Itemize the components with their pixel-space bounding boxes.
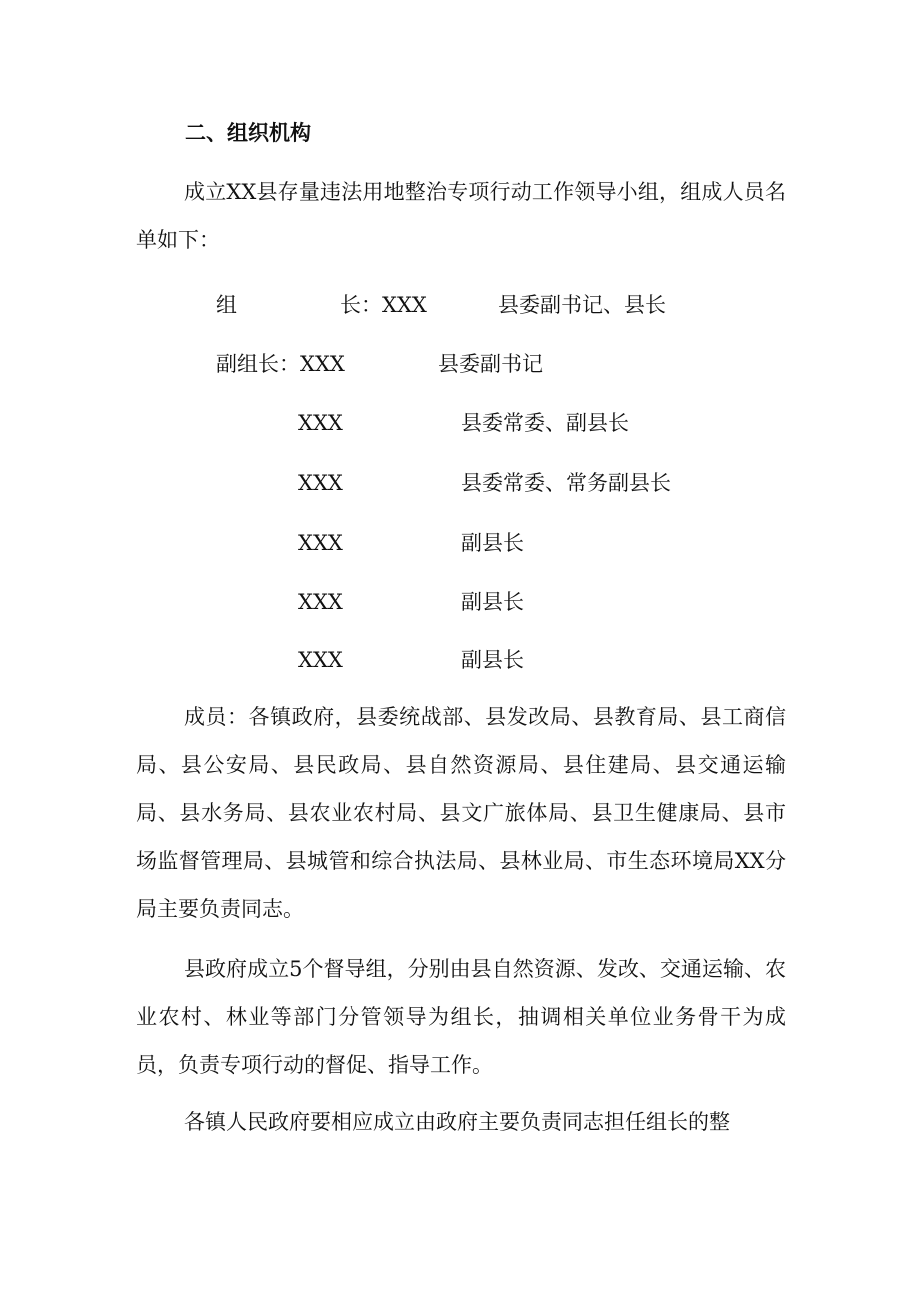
intro-paragraph: 成立XX县存量违法用地整治专项行动工作领导小组，组成人员名单如下：	[136, 180, 786, 252]
section-heading: 二、组织机构	[185, 121, 311, 145]
deputy-position: 副县长	[461, 590, 524, 614]
deputy-label: 副组长：XXX	[216, 352, 345, 376]
deputy-name: XXX	[298, 648, 343, 672]
leader-title: 县委副书记、县长	[498, 293, 666, 317]
deputy-name: XXX	[298, 531, 343, 555]
deputy-name: XXX	[298, 411, 343, 435]
supervision-paragraph: 县政府成立5个督导组，分别由县自然资源、发改、交通运输、农业农村、林业等部门分管领导为组长，抽调相关单位业务骨干为成员，负责专项行动的督促、指导工作。	[136, 957, 786, 1077]
deputy-name: XXX	[298, 471, 343, 495]
leader-label-part2: 长：XXX	[340, 293, 427, 317]
deputy-position: 县委常委、副县长	[461, 411, 629, 435]
deputy-position: 副县长	[461, 531, 524, 555]
deputy-title: 县委副书记	[438, 352, 543, 376]
members-paragraph: 成员：各镇政府，县委统战部、县发改局、县教育局、县工商信局、县公安局、县民政局、县自然资源局、县住建局、县交通运输局、县水务局、县农业农村局、县文广旅体局、县卫生健康局、县市场监督管理局、县城管和综合执法局、县林业局、市生态环境局XX分局主要负责同志。	[136, 705, 786, 921]
deputy-position: 县委常委、常务副县长	[461, 471, 671, 495]
towns-paragraph: 各镇人民政府要相应成立由政府主要负责同志担任组长的整	[184, 1110, 730, 1134]
deputy-name: XXX	[298, 590, 343, 614]
leader-label-part1: 组	[216, 293, 237, 317]
deputy-position: 副县长	[461, 648, 524, 672]
